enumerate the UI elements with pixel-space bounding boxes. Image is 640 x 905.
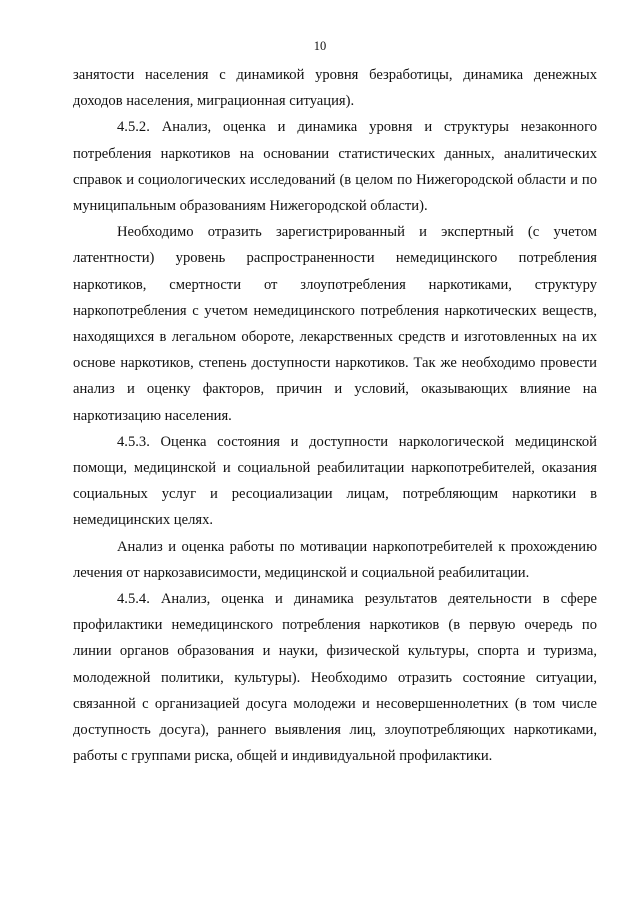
paragraph-section-4-5-4: 4.5.4. Анализ, оценка и динамика результатов деятельности в сфере профилактики немедицинского потребления наркотиков (в первую очередь по линии органов образования и науки, физической культуры, спорта и туризма, молодежной политики, культуры). Необходимо отразить состояние ситуации, связанной с организацией досуга молодежи и несовершеннолетних (в том числе доступность досуга), раннего выявления лиц, злоупотребляющих наркотиками, работы с группами риска, общей и индивидуальной профилактики. — [73, 591, 597, 765]
paragraph-section-4-5-3: 4.5.3. Оценка состояния и доступности наркологической медицинской помощи, медицинской и социальной реабилитации наркопотребителей, оказания социальных услуг и ресоциализации лицам, потребляющим наркотики в немедицинских целях. — [73, 433, 597, 529]
paragraph-motivation-analysis: Анализ и оценка работы по мотивации наркопотребителей к прохождению лечения от наркозависимости, медицинской и социальной реабилитации. — [73, 538, 597, 581]
paragraph-employment-continuation: занятости населения с динамикой уровня безработицы, динамика денежных доходов населения, миграционная ситуация). — [73, 67, 597, 110]
paragraph-section-4-5-2: 4.5.2. Анализ, оценка и динамика уровня и структуры незаконного потребления наркотиков на основании статистических данных, аналитических справок и социологических исследований (в целом по Нижегородской области и по муниципальным образованиям Нижегородской области). — [73, 119, 597, 215]
document-body — [73, 62, 597, 769]
paragraph-necessary-to-reflect: Необходимо отразить зарегистрированный и экспертный (с учетом латентности) уровень распространенности немедицинского потребления наркотиков, смертности от злоупотребления наркотиками, структуру наркопотребления с учетом немедицинского потребления наркотических веществ, находящихся в легальном обороте, лекарственных средств и изготовленных на их основе наркотиков, степень доступности наркотиков. Так же необходимо провести анализ и оценку факторов, причин и условий, оказывающих влияние на наркотизацию населения. — [73, 224, 597, 424]
page-number: 10 — [313, 39, 327, 53]
